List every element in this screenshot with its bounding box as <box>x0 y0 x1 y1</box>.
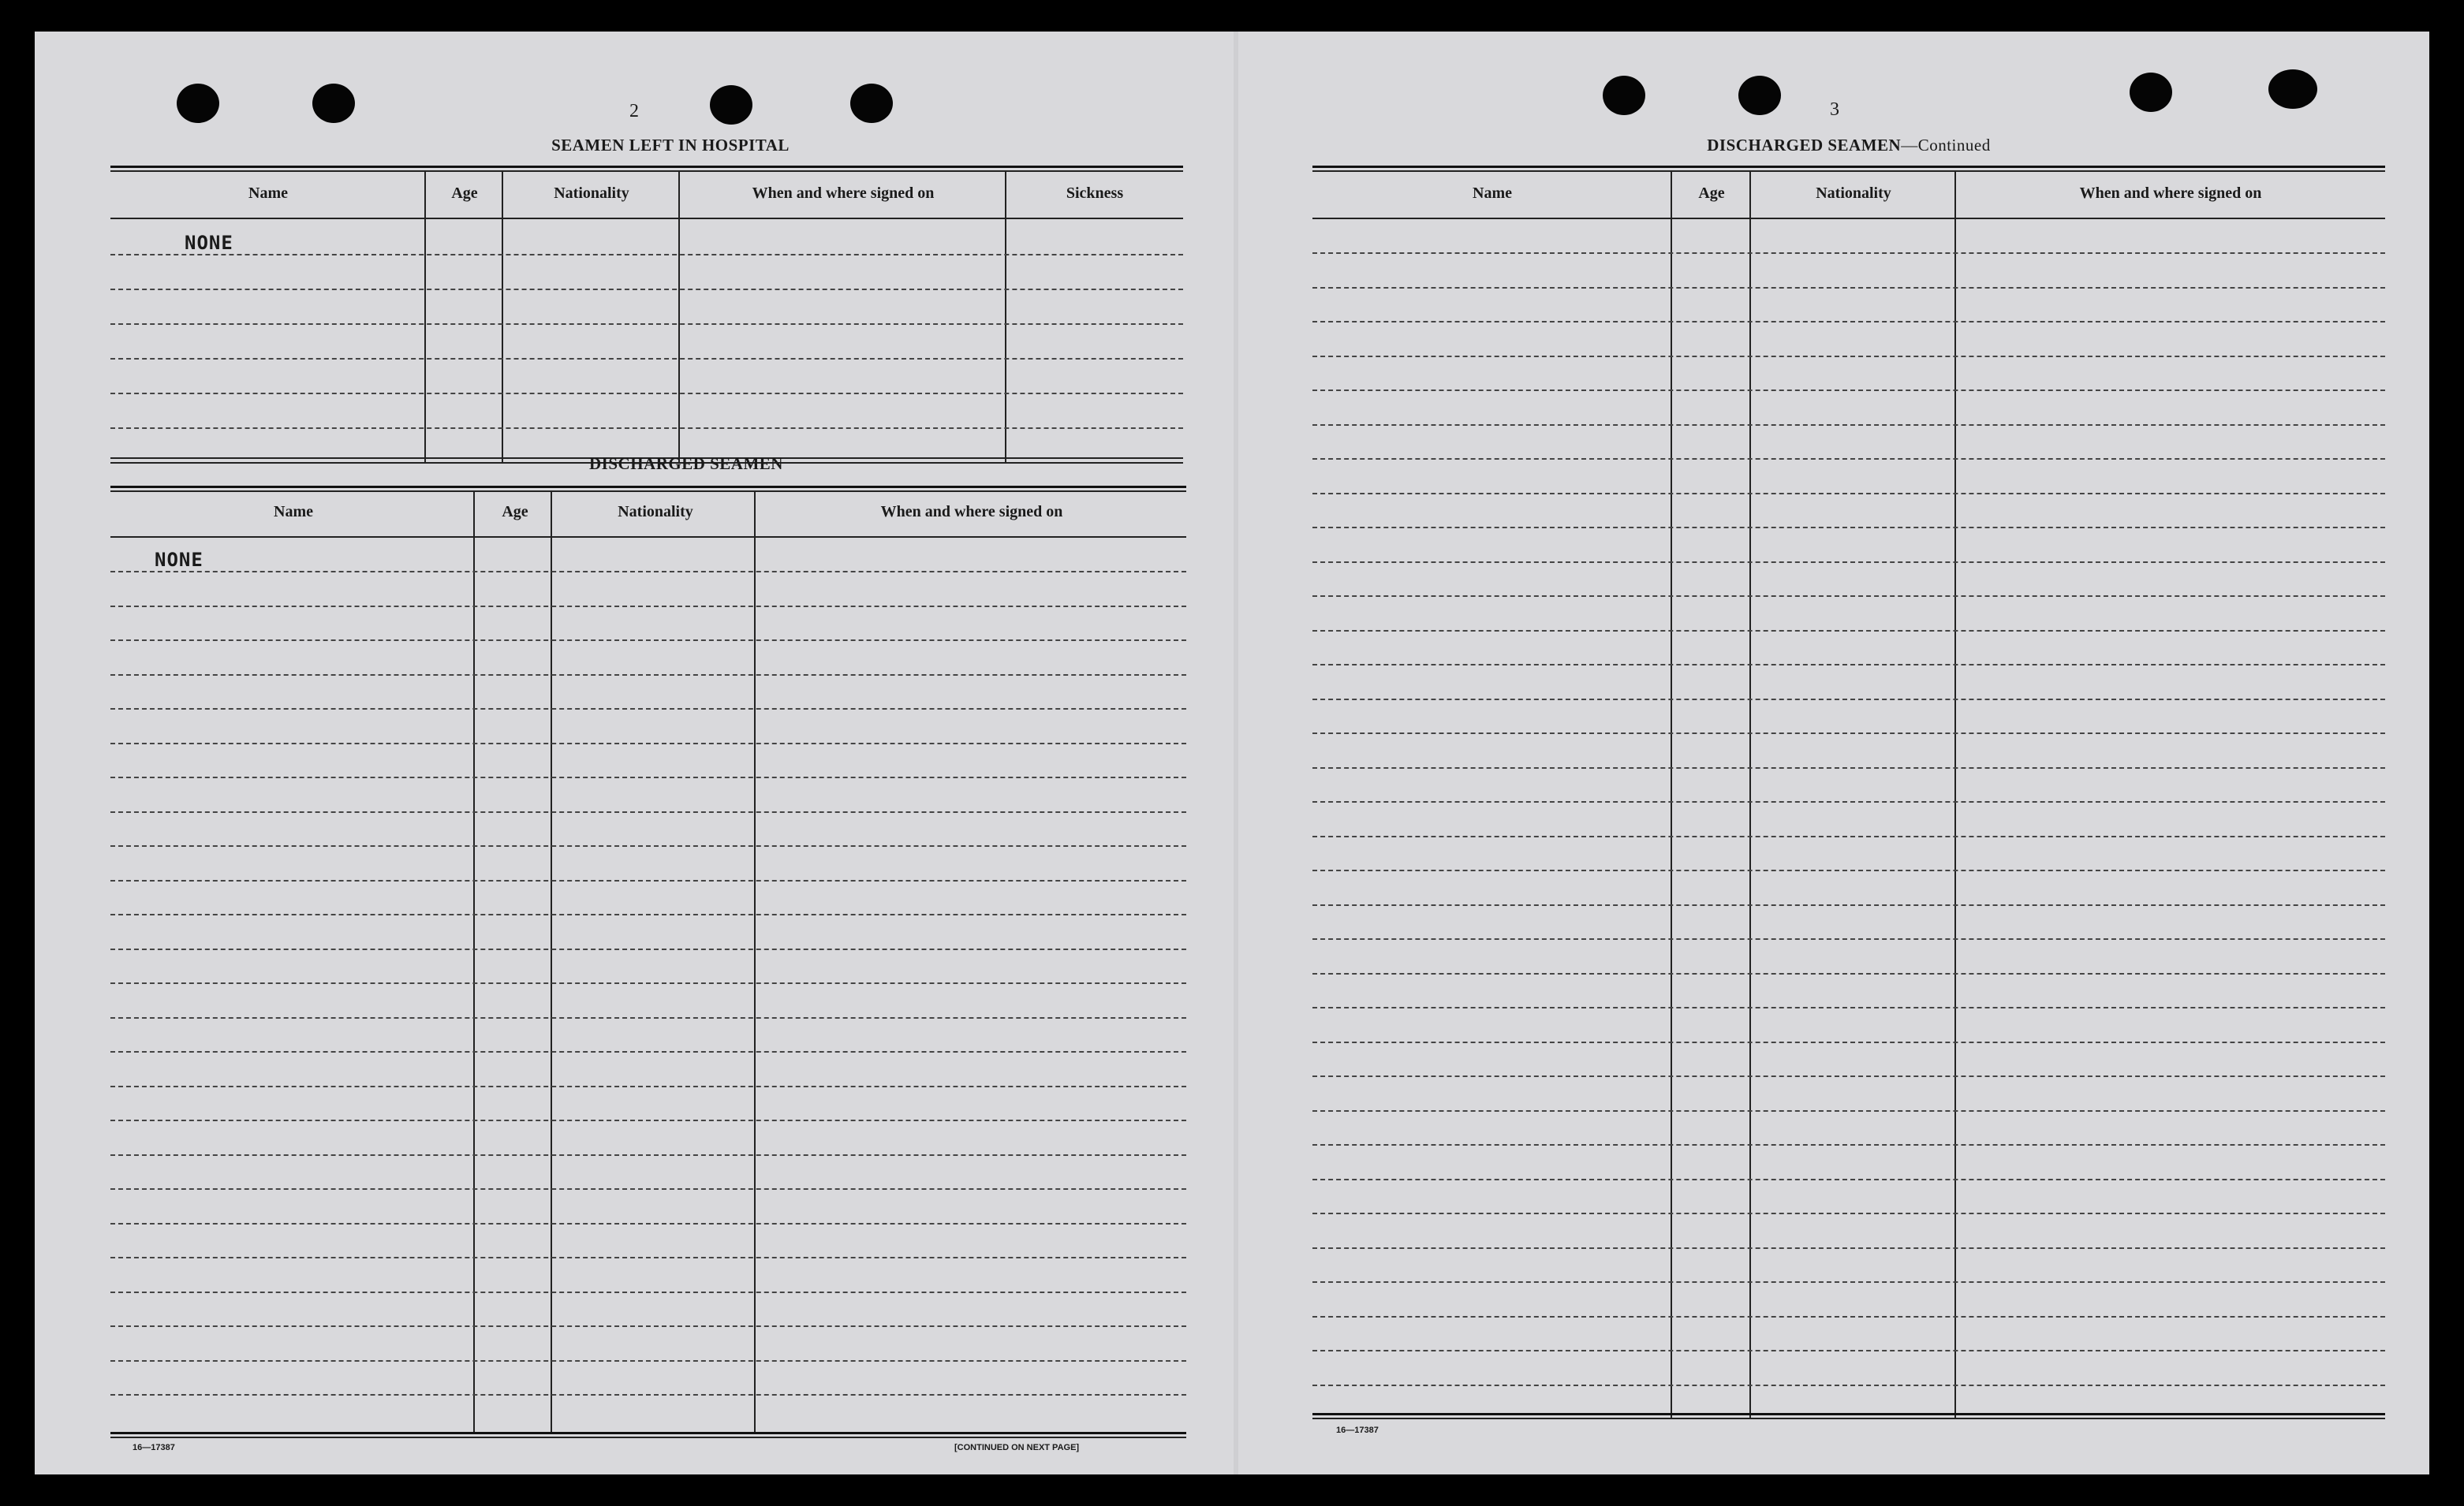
entry-line <box>1312 252 2385 254</box>
hospital-entry-none: NONE <box>185 232 233 254</box>
col-divider <box>502 170 503 462</box>
punch-hole <box>1603 76 1645 115</box>
entry-line <box>110 323 1183 325</box>
entry-line <box>1312 699 2385 700</box>
entry-line <box>1312 664 2385 665</box>
entry-line <box>1312 595 2385 597</box>
entry-line <box>110 674 1186 676</box>
col-header-signed-on: When and where signed on <box>2079 185 2262 202</box>
entry-line <box>110 571 1186 572</box>
entry-line <box>1312 801 2385 803</box>
right-title-cont: —Continued <box>1901 136 1991 155</box>
entry-line <box>1312 1007 2385 1008</box>
rule <box>1312 166 2385 168</box>
entry-line <box>110 845 1186 847</box>
col-header-name: Name <box>248 185 288 202</box>
entry-line <box>110 289 1183 290</box>
entry-line <box>1312 1385 2385 1386</box>
entry-line <box>110 254 1183 255</box>
document-sheet <box>35 32 2429 1474</box>
punch-hole <box>2268 69 2317 109</box>
discharged-entry-none: NONE <box>155 549 203 571</box>
entry-line <box>1312 1042 2385 1043</box>
entry-line <box>1312 321 2385 322</box>
col-divider <box>1954 170 1956 1418</box>
entry-line <box>1312 1075 2385 1077</box>
col-header-nationality: Nationality <box>1816 185 1891 202</box>
entry-line <box>1312 767 2385 769</box>
entry-line <box>110 427 1183 429</box>
rule <box>1312 170 2385 172</box>
entry-line <box>110 1086 1186 1087</box>
right-section-title <box>1312 136 2385 155</box>
col-header-sickness: Sickness <box>1066 185 1124 202</box>
entry-line <box>110 1120 1186 1121</box>
rule <box>1312 218 2385 219</box>
entry-line <box>1312 493 2385 494</box>
rule <box>110 536 1186 538</box>
col-header-name: Name <box>274 503 313 520</box>
entry-line <box>1312 458 2385 460</box>
form-number-right: 16—17387 <box>1336 1426 1379 1435</box>
entry-line <box>1312 561 2385 563</box>
entry-line <box>110 811 1186 813</box>
rule <box>110 1432 1186 1434</box>
entry-line <box>110 1188 1186 1190</box>
col-header-age: Age <box>1698 185 1725 202</box>
rule <box>1312 1413 2385 1415</box>
col-divider <box>1749 170 1751 1418</box>
punch-hole <box>850 84 893 123</box>
entry-line <box>110 982 1186 984</box>
continued-notice: [CONTINUED ON NEXT PAGE] <box>954 1443 1080 1452</box>
entry-line <box>110 393 1183 394</box>
entry-line <box>110 1394 1186 1396</box>
punch-hole <box>1738 76 1781 115</box>
entry-line <box>1312 904 2385 906</box>
entry-line <box>1312 630 2385 632</box>
entry-line <box>1312 732 2385 734</box>
entry-line <box>1312 973 2385 975</box>
discharged-section-title: DISCHARGED SEAMEN <box>589 454 783 473</box>
entry-line <box>110 1257 1186 1258</box>
punch-hole <box>710 85 752 125</box>
entry-line <box>1312 356 2385 357</box>
col-header-signed-on: When and where signed on <box>880 503 1063 520</box>
entry-line <box>110 743 1186 744</box>
entry-line <box>1312 1110 2385 1112</box>
rule <box>110 486 1186 488</box>
entry-line <box>1312 1350 2385 1351</box>
col-header-age: Age <box>502 503 528 520</box>
page-number-right: 3 <box>1830 99 1839 120</box>
rule <box>110 166 1183 168</box>
col-divider <box>1671 170 1672 1418</box>
entry-line <box>1312 424 2385 426</box>
col-divider <box>1005 170 1006 462</box>
entry-line <box>1312 870 2385 871</box>
entry-line <box>1312 287 2385 289</box>
col-header-nationality: Nationality <box>554 185 629 202</box>
entry-line <box>110 880 1186 882</box>
rule <box>110 490 1186 492</box>
entry-line <box>1312 527 2385 528</box>
col-header-name: Name <box>1473 185 1512 202</box>
entry-line <box>110 949 1186 950</box>
col-divider <box>424 170 426 462</box>
entry-line <box>110 777 1186 778</box>
rule <box>1312 1418 2385 1419</box>
entry-line <box>1312 1144 2385 1146</box>
punch-hole <box>312 84 355 123</box>
rule <box>110 170 1183 172</box>
entry-line <box>110 606 1186 607</box>
col-header-nationality: Nationality <box>618 503 693 520</box>
punch-hole <box>177 84 219 123</box>
entry-line <box>1312 1316 2385 1318</box>
entry-line <box>110 1292 1186 1293</box>
rule <box>110 218 1183 219</box>
entry-line <box>1312 938 2385 940</box>
entry-line <box>110 639 1186 641</box>
form-number-left: 16—17387 <box>133 1443 175 1452</box>
col-header-signed-on: When and where signed on <box>752 185 935 202</box>
entry-line <box>1312 1247 2385 1249</box>
entry-line <box>110 1223 1186 1225</box>
entry-line <box>1312 1179 2385 1180</box>
entry-line <box>110 708 1186 710</box>
entry-line <box>110 914 1186 915</box>
entry-line <box>1312 836 2385 837</box>
entry-line <box>1312 390 2385 391</box>
entry-line <box>1312 1281 2385 1283</box>
entry-line <box>110 1017 1186 1019</box>
entry-line <box>110 1325 1186 1327</box>
right-title-main: DISCHARGED SEAMEN <box>1707 136 1902 155</box>
entry-line <box>110 1360 1186 1362</box>
entry-line <box>110 358 1183 360</box>
col-divider <box>678 170 680 462</box>
col-header-age: Age <box>451 185 478 202</box>
page-number-left: 2 <box>629 101 639 121</box>
punch-hole <box>2130 73 2172 112</box>
hospital-section-title: SEAMEN LEFT IN HOSPITAL <box>551 136 790 155</box>
page-fold <box>1234 32 1238 1474</box>
entry-line <box>110 1051 1186 1053</box>
rule <box>110 1437 1186 1438</box>
entry-line <box>1312 1213 2385 1214</box>
entry-line <box>110 1154 1186 1156</box>
